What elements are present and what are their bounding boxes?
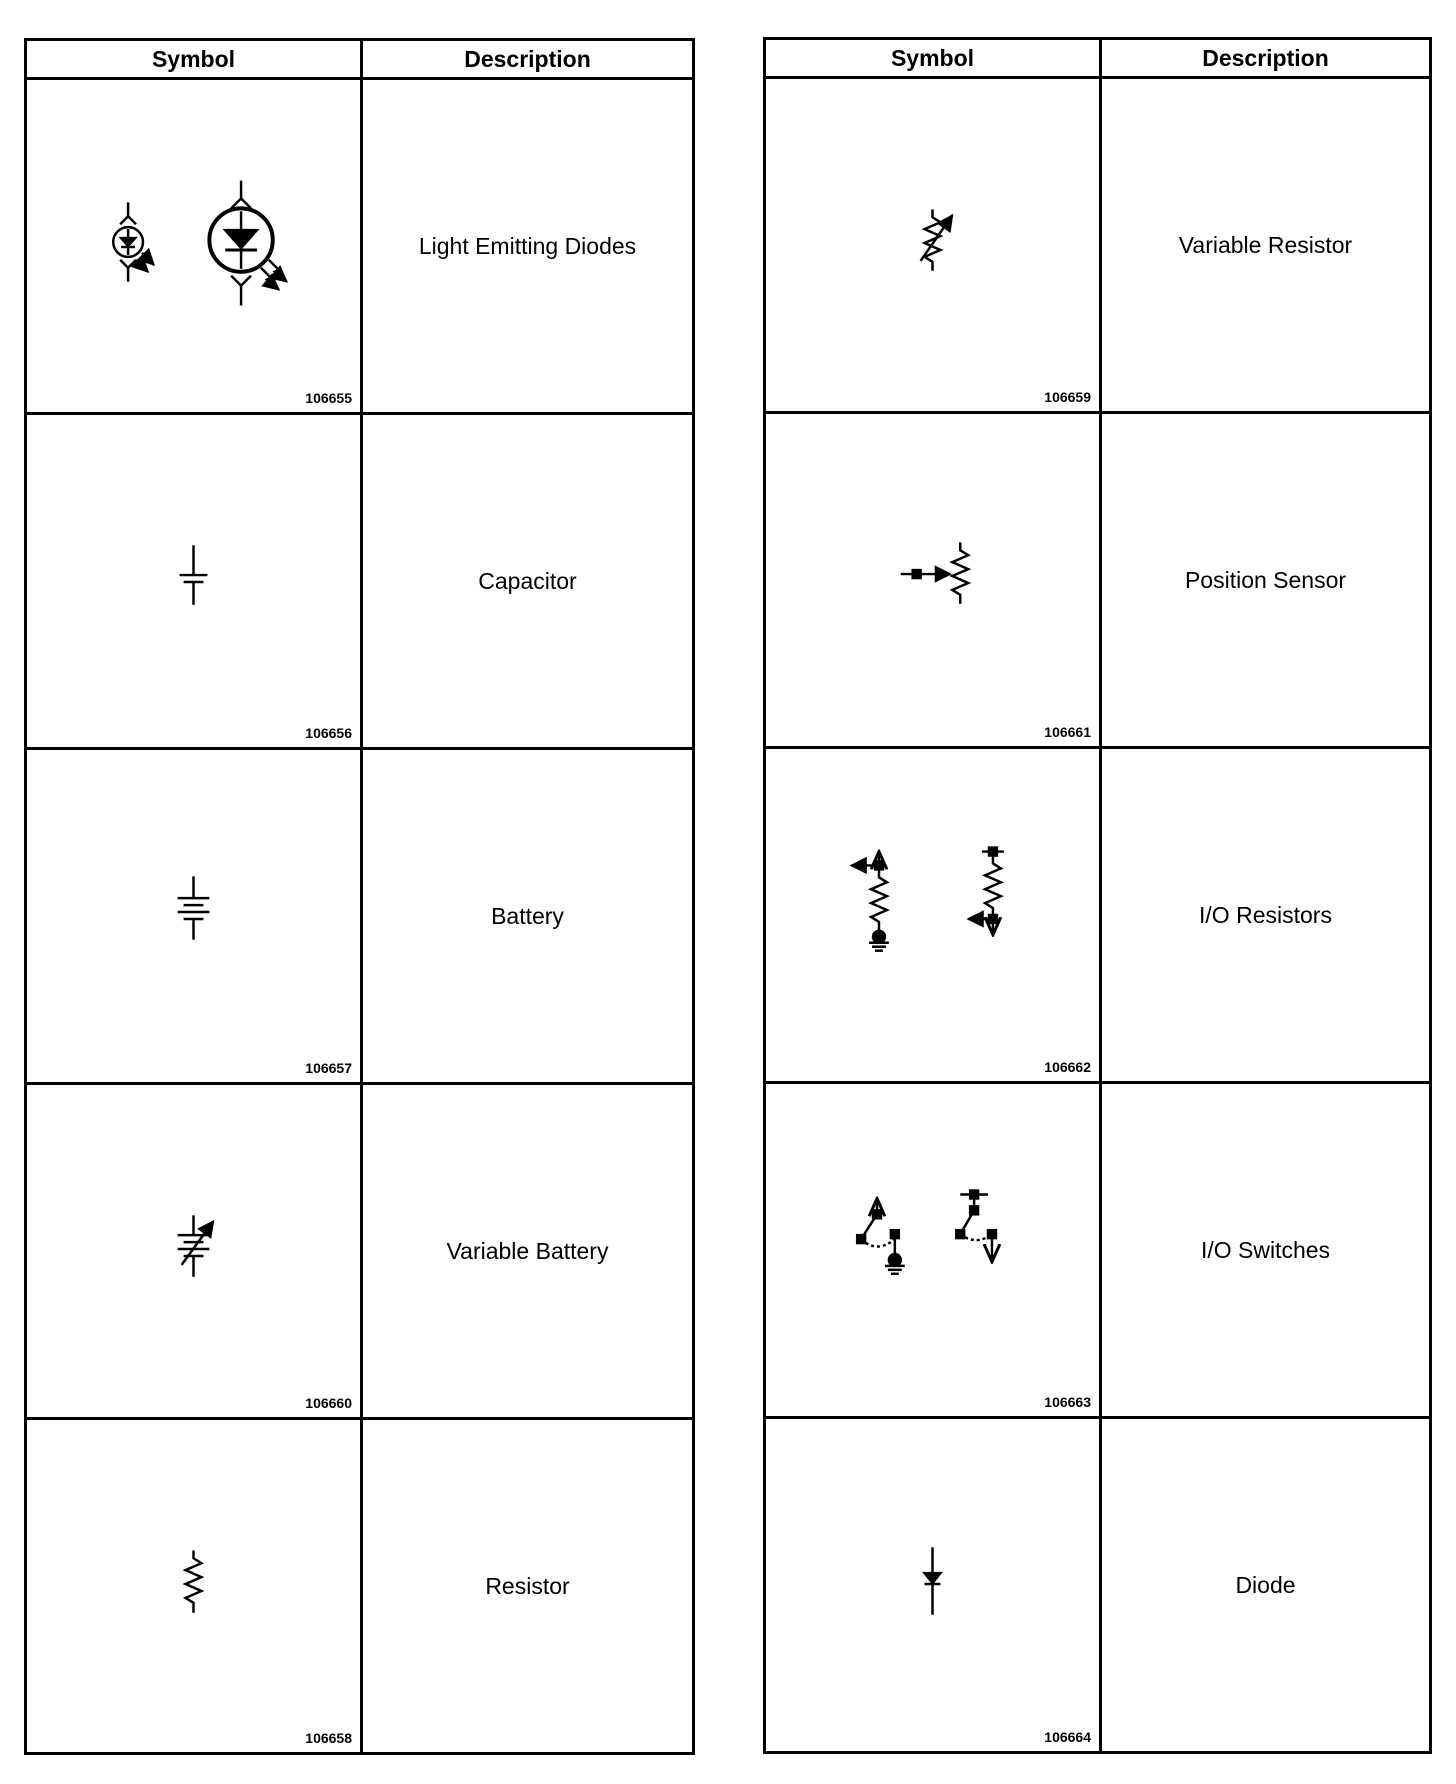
symbols-table-right bbox=[763, 37, 1432, 1754]
symbol-cell bbox=[26, 1084, 362, 1419]
description-cell: Variable Battery bbox=[362, 1084, 694, 1419]
table-row bbox=[26, 1419, 694, 1754]
symbol-cell bbox=[765, 1083, 1101, 1418]
io-switches-icon bbox=[766, 1084, 1099, 1416]
description-cell: Capacitor bbox=[362, 414, 694, 749]
figure-id: 106656 bbox=[305, 725, 352, 741]
symbol-cell bbox=[26, 749, 362, 1084]
table-row bbox=[765, 748, 1431, 1083]
symbol-cell bbox=[765, 78, 1101, 413]
symbol-column-header: Symbol bbox=[26, 40, 362, 79]
description-cell: Position Sensor bbox=[1101, 413, 1431, 748]
figure-id: 106658 bbox=[305, 1730, 352, 1746]
led-icon bbox=[27, 80, 360, 412]
table-row bbox=[26, 1084, 694, 1419]
description-cell: I/O Resistors bbox=[1101, 748, 1431, 1083]
io-resistors-icon bbox=[766, 749, 1099, 1081]
figure-id: 106660 bbox=[305, 1395, 352, 1411]
table-row bbox=[26, 749, 694, 1084]
figure-id: 106655 bbox=[305, 390, 352, 406]
symbol-cell bbox=[26, 1419, 362, 1754]
description-column-header: Description bbox=[1101, 39, 1431, 78]
variable-battery-icon bbox=[27, 1085, 360, 1417]
description-cell: Diode bbox=[1101, 1418, 1431, 1753]
table-header-row bbox=[765, 39, 1431, 78]
description-cell: Variable Resistor bbox=[1101, 78, 1431, 413]
figure-id: 106661 bbox=[1044, 724, 1091, 740]
symbol-cell bbox=[765, 1418, 1101, 1753]
table-row bbox=[26, 414, 694, 749]
variable-resistor-icon bbox=[766, 79, 1099, 411]
figure-id: 106659 bbox=[1044, 389, 1091, 405]
description-cell: I/O Switches bbox=[1101, 1083, 1431, 1418]
symbol-cell bbox=[26, 414, 362, 749]
figure-id: 106664 bbox=[1044, 1729, 1091, 1745]
table-row bbox=[765, 413, 1431, 748]
symbol-cell bbox=[765, 413, 1101, 748]
description-column-header: Description bbox=[362, 40, 694, 79]
figure-id: 106663 bbox=[1044, 1394, 1091, 1410]
resistor-icon bbox=[27, 1420, 360, 1752]
symbol-cell bbox=[26, 79, 362, 414]
symbol-column-header: Symbol bbox=[765, 39, 1101, 78]
table-row bbox=[765, 1418, 1431, 1753]
table-row bbox=[26, 79, 694, 414]
figure-id: 106657 bbox=[305, 1060, 352, 1076]
table-row bbox=[765, 1083, 1431, 1418]
description-cell: Resistor bbox=[362, 1419, 694, 1754]
symbol-cell bbox=[765, 748, 1101, 1083]
diode-icon bbox=[766, 1419, 1099, 1751]
symbols-table-left bbox=[24, 38, 695, 1755]
table-header-row bbox=[26, 40, 694, 79]
figure-id: 106662 bbox=[1044, 1059, 1091, 1075]
description-cell: Light Emitting Diodes bbox=[362, 79, 694, 414]
battery-icon bbox=[27, 750, 360, 1082]
position-sensor-icon bbox=[766, 414, 1099, 746]
description-cell: Battery bbox=[362, 749, 694, 1084]
table-row bbox=[765, 78, 1431, 413]
capacitor-icon bbox=[27, 415, 360, 747]
